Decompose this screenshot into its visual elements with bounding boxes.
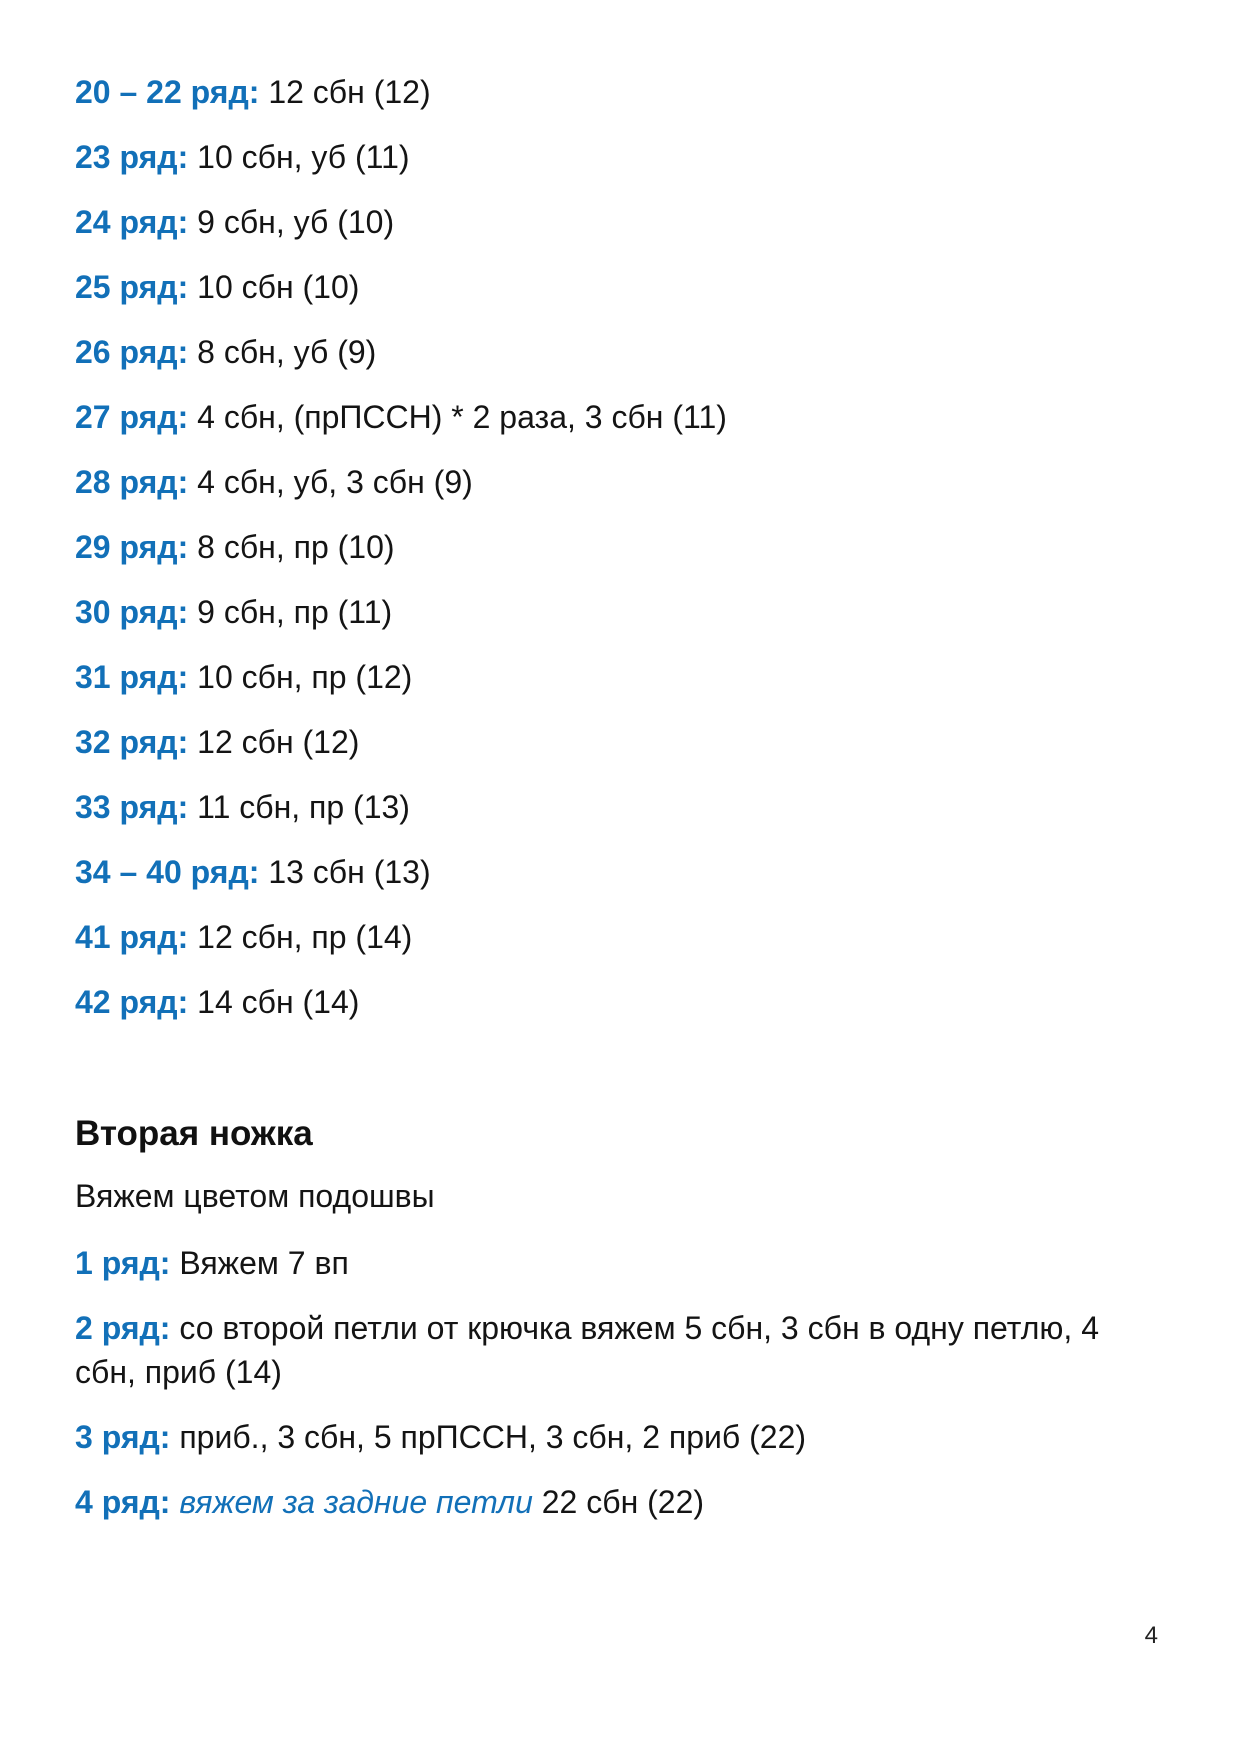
row-label: 34 – 40 ряд: — [75, 854, 260, 890]
section-title: Вторая ножка — [75, 1114, 313, 1153]
row-italic-note: вяжем за задние петли — [170, 1484, 533, 1520]
second-leg-section — [75, 1112, 1165, 1545]
row-text: 10 сбн, пр (12) — [188, 659, 413, 695]
row-text: 4 сбн, (прПССН) * 2 раза, 3 сбн (11) — [188, 399, 727, 435]
row-label: 24 ряд: — [75, 204, 189, 240]
instruction-row — [75, 527, 1165, 567]
instruction-row — [75, 137, 1165, 177]
row-text: 22 сбн (22) — [532, 1484, 705, 1520]
row-label: 26 ряд: — [75, 334, 189, 370]
row-label: 28 ряд: — [75, 464, 189, 500]
row-label: 1 ряд: — [75, 1245, 171, 1281]
instruction-row — [75, 267, 1165, 307]
row-instructions — [75, 72, 1165, 1047]
row-label: 29 ряд: — [75, 529, 189, 565]
row-text: 12 сбн (12) — [188, 724, 360, 760]
row-label: 27 ряд: — [75, 399, 189, 435]
row-text: 14 сбн (14) — [188, 984, 360, 1020]
instruction-row — [75, 657, 1165, 697]
instruction-row — [75, 1415, 1165, 1459]
instruction-row — [75, 332, 1165, 372]
row-label: 23 ряд: — [75, 139, 189, 175]
instruction-row — [75, 722, 1165, 762]
row-label: 32 ряд: — [75, 724, 189, 760]
row-label: 33 ряд: — [75, 789, 189, 825]
row-text: 9 сбн, уб (10) — [188, 204, 395, 240]
instruction-row — [75, 917, 1165, 957]
instruction-row — [75, 202, 1165, 242]
row-label: 2 ряд: — [75, 1310, 171, 1346]
instruction-row — [75, 1306, 1165, 1394]
row-text: 9 сбн, пр (11) — [188, 594, 393, 630]
instruction-row — [75, 1241, 1165, 1285]
row-text: со второй петли от крючка вяжем 5 сбн, 3 сбн в одну петлю, 4 сбн, приб (14) — [75, 1310, 1099, 1390]
row-text: 12 сбн (12) — [259, 74, 431, 110]
page-number: 4 — [1144, 1622, 1158, 1649]
instruction-row — [75, 592, 1165, 632]
row-text: 8 сбн, пр (10) — [188, 529, 395, 565]
row-label: 4 ряд: — [75, 1484, 171, 1520]
instruction-row — [75, 72, 1165, 112]
instruction-row — [75, 852, 1165, 892]
row-label: 3 ряд: — [75, 1419, 171, 1455]
row-label: 31 ряд: — [75, 659, 189, 695]
row-text: 8 сбн, уб (9) — [188, 334, 377, 370]
row-label: 30 ряд: — [75, 594, 189, 630]
row-text: 13 сбн (13) — [259, 854, 431, 890]
row-text: приб., 3 сбн, 5 прПССН, 3 сбн, 2 приб (22) — [170, 1419, 807, 1455]
row-text: 11 сбн, пр (13) — [188, 789, 410, 825]
instruction-row — [75, 397, 1165, 437]
row-text: 4 сбн, уб, 3 сбн (9) — [188, 464, 473, 500]
instruction-row — [75, 787, 1165, 827]
row-label: 20 – 22 ряд: — [75, 74, 260, 110]
row-label: 42 ряд: — [75, 984, 189, 1020]
row-label: 25 ряд: — [75, 269, 189, 305]
row-text: 10 сбн (10) — [188, 269, 360, 305]
row-text: 12 сбн, пр (14) — [188, 919, 413, 955]
instruction-row — [75, 982, 1165, 1022]
instruction-row — [75, 1480, 1165, 1524]
row-text: Вяжем 7 вп — [170, 1245, 349, 1281]
row-label: 41 ряд: — [75, 919, 189, 955]
instruction-row — [75, 462, 1165, 502]
section-intro: Вяжем цветом подошвы — [75, 1178, 435, 1214]
row-text: 10 сбн, уб (11) — [188, 139, 410, 175]
